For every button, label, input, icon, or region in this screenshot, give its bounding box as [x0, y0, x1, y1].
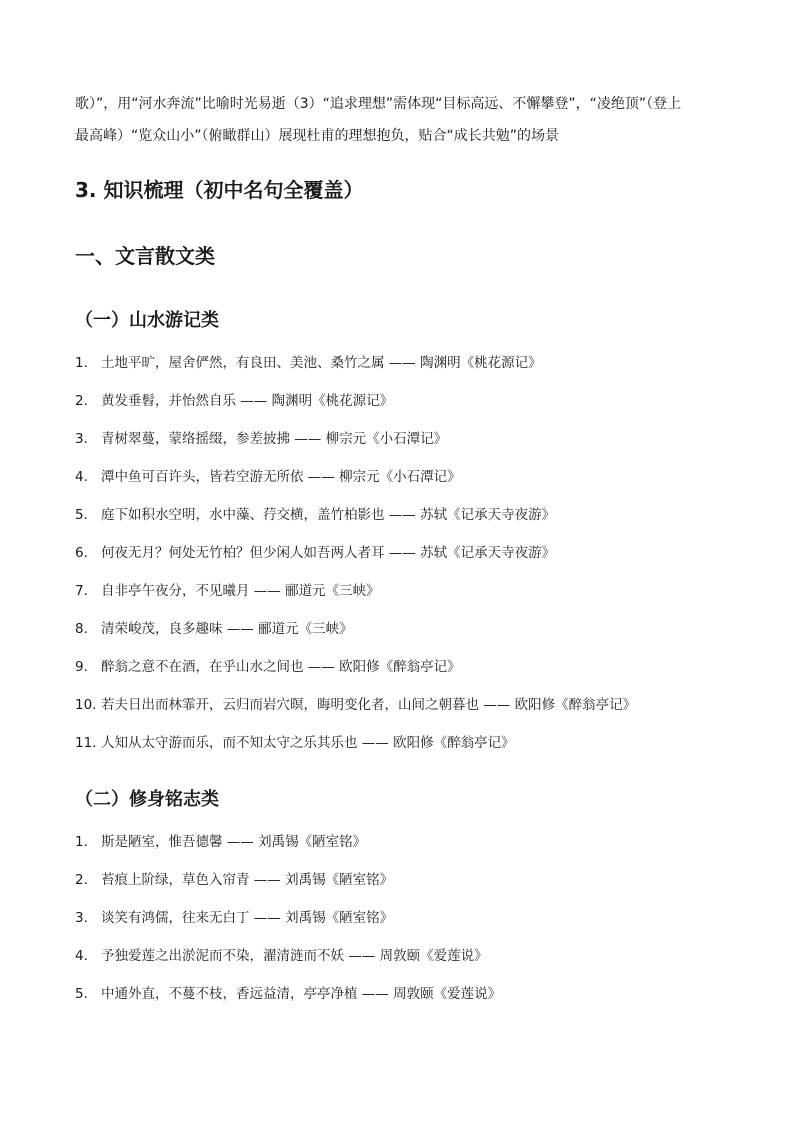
item-number: 2. — [75, 393, 88, 409]
item-number: 6. — [75, 545, 88, 561]
list-item — [75, 538, 636, 576]
item-number: 7. — [75, 583, 88, 599]
item-number: 4. — [75, 469, 88, 485]
list-item — [75, 941, 501, 979]
item-text: 土地平旷，屋舍俨然，有良田、美池、桑竹之属 —— 陶渊明《桃花源记》 — [101, 355, 542, 371]
quote-list-cultivation — [75, 827, 501, 1017]
list-item — [75, 903, 501, 941]
list-item — [75, 348, 636, 386]
subsection-heading-cultivation: （二）修身铭志类 — [75, 789, 219, 810]
item-text: 黄发垂髫，并怡然自乐 —— 陶渊明《桃花源记》 — [101, 393, 394, 409]
item-number: 1. — [75, 834, 88, 850]
item-text: 自非亭午夜分，不见曦月 —— 郦道元《三峡》 — [101, 583, 380, 599]
item-text: 青树翠蔓，蒙络摇缀，参差披拂 —— 柳宗元《小石潭记》 — [101, 431, 448, 447]
list-item — [75, 728, 636, 766]
item-number: 9. — [75, 659, 88, 675]
list-item — [75, 462, 636, 500]
item-number: 3. — [75, 910, 88, 926]
item-text: 庭下如积水空明，水中藻、荇交横，盖竹柏影也 —— 苏轼《记承天寺夜游》 — [101, 507, 556, 523]
item-number: 5. — [75, 986, 88, 1002]
quote-list-landscape — [75, 348, 636, 766]
item-text: 潭中鱼可百许头，皆若空游无所依 —— 柳宗元《小石潭记》 — [101, 469, 461, 485]
item-number: 1. — [75, 355, 88, 371]
item-number: 4. — [75, 948, 88, 964]
list-item — [75, 500, 636, 538]
list-item — [75, 386, 636, 424]
item-number: 8. — [75, 621, 88, 637]
item-number: 2. — [75, 872, 88, 888]
item-text: 斯是陋室，惟吾德馨 —— 刘禹锡《陋室铭》 — [101, 834, 367, 850]
item-text: 予独爱莲之出淤泥而不染，濯清涟而不妖 —— 周敦颐《爱莲说》 — [101, 948, 488, 964]
item-text: 清荣峻茂，良多趣味 —— 郦道元《三峡》 — [101, 621, 353, 637]
item-text: 若夫日出而林霏开，云归而岩穴暝，晦明变化者，山间之朝暮也 —— 欧阳修《醉翁亭记》 — [101, 697, 637, 713]
item-number: 11. — [75, 735, 97, 751]
subsection-heading-landscape: （一）山水游记类 — [75, 310, 219, 331]
list-item — [75, 652, 636, 690]
item-number: 5. — [75, 507, 88, 523]
list-item — [75, 979, 501, 1017]
list-item — [75, 614, 636, 652]
main-heading: 3. 知识梳理（初中名句全覆盖） — [75, 178, 364, 202]
item-text: 醉翁之意不在酒，在乎山水之间也 —— 欧阳修《醉翁亭记》 — [101, 659, 461, 675]
list-item — [75, 576, 636, 614]
section-heading: 一、文言散文类 — [75, 244, 215, 268]
item-text: 中通外直，不蔓不枝，香远益清，亭亭净植 —— 周敦颐《爱莲说》 — [101, 986, 502, 1002]
item-text: 人知从太守游而乐，而不知太守之乐其乐也 —— 欧阳修《醉翁亭记》 — [101, 735, 515, 751]
item-number: 10. — [75, 697, 97, 713]
item-text: 苔痕上阶绿，草色入帘青 —— 刘禹锡《陋室铭》 — [101, 872, 394, 888]
intro-line: 歌）”，用“河水奔流”比喻时光易逝（3）“追求理想”需体现“目标高远、不懈攀登”，“凌绝顶”（登上 — [75, 96, 682, 112]
item-text: 何夜无月？何处无竹柏？但少闲人如吾两人者耳 —— 苏轼《记承天寺夜游》 — [101, 545, 556, 561]
list-item — [75, 690, 636, 728]
item-number: 3. — [75, 431, 88, 447]
intro-line: 最高峰）“览众山小”（俯瞰群山）展现杜甫的理想抱负，贴合“成长共勉”的场景 — [75, 128, 560, 144]
list-item — [75, 865, 501, 903]
intro-paragraph — [75, 88, 735, 152]
list-item — [75, 827, 501, 865]
item-text: 谈笑有鸿儒，往来无白丁 —— 刘禹锡《陋室铭》 — [101, 910, 394, 926]
list-item — [75, 424, 636, 462]
